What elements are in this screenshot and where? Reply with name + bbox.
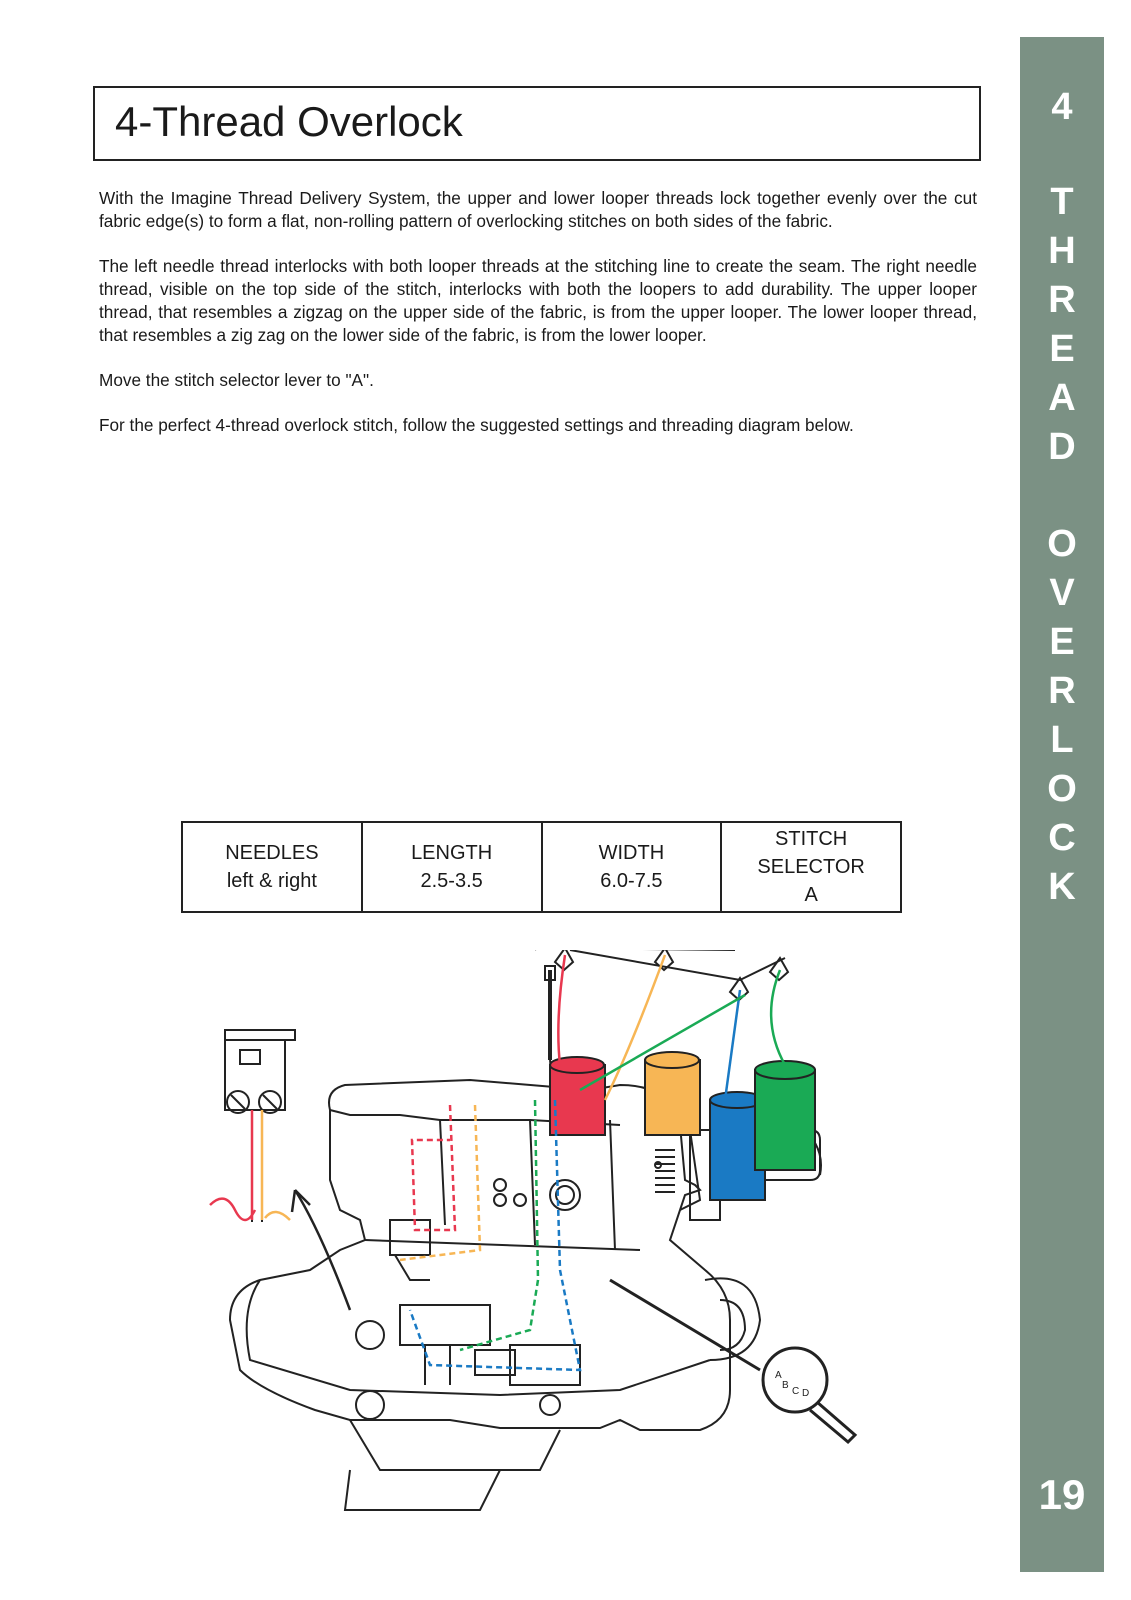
paragraph-intro: With the Imagine Thread Delivery System, the upper and lower looper threads lock together evenly over the cut fabric edge(s) to form a flat, non-rolling pattern of overlocking stitches on both sides of the fabric. bbox=[99, 188, 977, 231]
dial-knob bbox=[550, 1180, 580, 1210]
sidebar-letter: R bbox=[1048, 279, 1076, 321]
selector-value: A bbox=[804, 884, 818, 906]
orange-cone bbox=[645, 1060, 700, 1135]
needles-cell bbox=[182, 822, 362, 912]
sidebar-letter: 4 bbox=[1051, 86, 1073, 128]
width-cell bbox=[542, 822, 722, 912]
sidebar-letter: E bbox=[1049, 328, 1075, 370]
needle-inset bbox=[225, 1030, 295, 1222]
length-label: LENGTH bbox=[411, 842, 493, 864]
section-sidebar bbox=[1020, 37, 1104, 1572]
sidebar-letter: V bbox=[1049, 572, 1075, 614]
sidebar-letter: T bbox=[1050, 181, 1074, 223]
dial-letter-c: C bbox=[792, 1386, 800, 1397]
sidebar-letter: O bbox=[1047, 768, 1077, 810]
sidebar-letter: R bbox=[1048, 670, 1076, 712]
sidebar-letter: K bbox=[1048, 866, 1076, 908]
sidebar-letter: O bbox=[1047, 523, 1077, 565]
width-value: 6.0-7.5 bbox=[600, 870, 663, 892]
magnifier-handle bbox=[810, 1402, 855, 1442]
red-thread bbox=[558, 955, 565, 1065]
sidebar-letter: L bbox=[1050, 719, 1074, 761]
dial-letter-b: B bbox=[782, 1380, 789, 1391]
stitch-label: STITCH bbox=[775, 828, 848, 850]
settings-row bbox=[182, 822, 901, 912]
threading-diagram bbox=[200, 950, 900, 1580]
sidebar-letter: E bbox=[1049, 621, 1075, 663]
length-value: 2.5-3.5 bbox=[420, 870, 483, 892]
sidebar-letter: H bbox=[1048, 230, 1076, 272]
needles-label: NEEDLES bbox=[225, 842, 319, 864]
selector-label: SELECTOR bbox=[757, 856, 865, 878]
paragraph-settings-hint: For the perfect 4-thread overlock stitch, follow the suggested settings and threading diagram below. bbox=[99, 415, 854, 435]
settings-table bbox=[181, 821, 902, 913]
thread-cones bbox=[550, 1052, 815, 1200]
length-cell bbox=[362, 822, 542, 912]
stitch-selector-cell bbox=[721, 822, 901, 912]
green-cone bbox=[755, 1070, 815, 1170]
green-thread bbox=[771, 970, 785, 1065]
width-label: WIDTH bbox=[598, 842, 665, 864]
page-title: 4-Thread Overlock bbox=[115, 98, 463, 145]
body-text bbox=[99, 187, 977, 459]
sidebar-letter: C bbox=[1048, 817, 1076, 859]
paragraph-needle-threads: The left needle thread interlocks with both looper threads at the stitching line to create the seam. The right needle thread, visible on the top side of the stitch, interlocks with both the loopers to add durability. The upper looper thread, that resembles a zigzag on the upper side of the fabric, is from the upper looper. The lower looper thread, that resembles a zig zag on the lower side of the fabric, is from the lower looper. bbox=[99, 256, 977, 345]
sidebar-letter: D bbox=[1048, 426, 1076, 468]
red-cone bbox=[550, 1065, 605, 1135]
sidebar-letter: A bbox=[1048, 377, 1076, 419]
needles-value: left & right bbox=[226, 870, 317, 892]
dial-letter-a: A bbox=[775, 1370, 782, 1381]
page-number: 19 bbox=[1038, 1471, 1086, 1518]
paragraph-selector: Move the stitch selector lever to "A". bbox=[99, 370, 374, 390]
dial-letter-d: D bbox=[802, 1388, 810, 1399]
presser-foot bbox=[390, 1220, 430, 1255]
title-box bbox=[93, 86, 981, 161]
